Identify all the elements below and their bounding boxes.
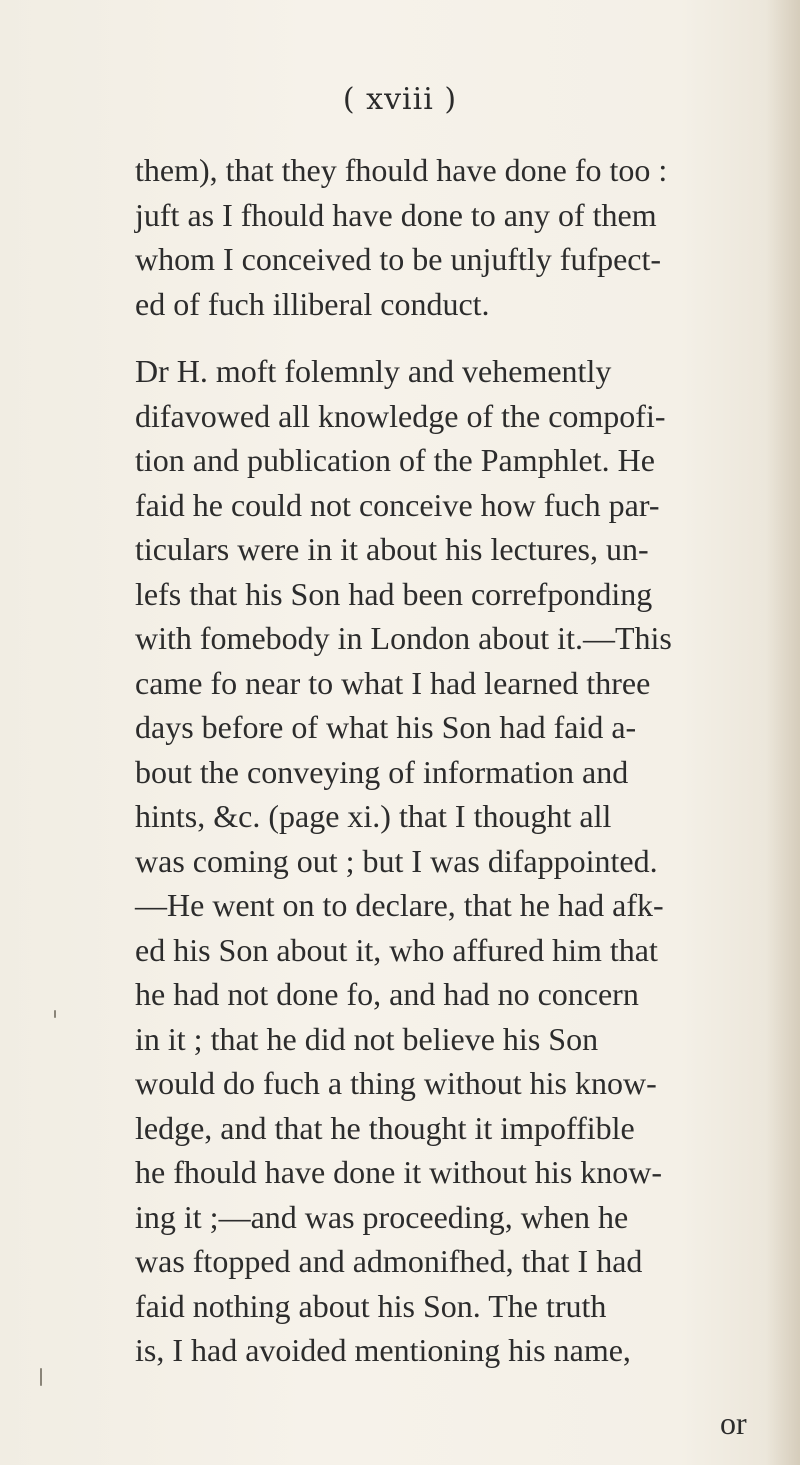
text-line: ticulars were in it about his lectures, un- bbox=[135, 531, 649, 567]
margin-mark bbox=[40, 1368, 42, 1386]
text-line: ed his Son about it, who affured him that bbox=[135, 931, 658, 968]
text-line: whom I conceived to be unjuftly fufpect- bbox=[135, 241, 662, 277]
text-line: was coming out ; but I was difappointed. bbox=[135, 842, 658, 879]
text-line: days before of what his Son had faid a- bbox=[135, 709, 637, 745]
text-line: with fomebody in London about it.—This bbox=[135, 620, 672, 656]
text-line: hints, &c. (page xi.) that I thought all bbox=[135, 798, 612, 834]
text-line: would do fuch a thing without his know- bbox=[135, 1065, 657, 1101]
text-line: was ftopped and admonifhed, that I had bbox=[135, 1243, 643, 1279]
text-line: —He went on to declare, that he had afk- bbox=[135, 887, 664, 923]
text-line: tion and publication of the Pamphlet. He bbox=[135, 442, 655, 478]
text-line: lefs that his Son had been correfponding bbox=[135, 575, 653, 612]
text-line: ledge, and that he thought it impoffible bbox=[135, 1109, 635, 1146]
text-line: came fo near to what I had learned three bbox=[135, 664, 651, 701]
text-line: bout the conveying of information and bbox=[135, 753, 629, 790]
text-line: Dr H. moft folemnly and vehemently bbox=[135, 353, 612, 389]
text-line: he had not done fo, and had no concern bbox=[135, 976, 639, 1012]
paragraph-2 bbox=[135, 349, 775, 1373]
text-line: them), that they fhould have done fo too : bbox=[135, 152, 668, 188]
text-line: he fhould have done it without his know- bbox=[135, 1154, 663, 1190]
text-line: ed of fuch illiberal conduct. bbox=[135, 285, 490, 322]
text-line: ing it ;—and was proceeding, when he bbox=[135, 1198, 629, 1235]
text-line: faid nothing about his Son. The truth bbox=[135, 1287, 607, 1324]
text-line: juft as I fhould have done to any of them bbox=[135, 196, 657, 233]
paragraph-1 bbox=[135, 148, 775, 326]
page-number-header: ( xviii ) bbox=[342, 82, 458, 117]
catchword: or bbox=[720, 1405, 747, 1441]
margin-mark bbox=[54, 1010, 56, 1018]
text-line: difavowed all knowledge of the compofi- bbox=[135, 397, 666, 434]
text-line: is, I had avoided mentioning his name, bbox=[135, 1332, 631, 1368]
text-line: in it ; that he did not believe his Son bbox=[135, 1020, 599, 1057]
text-line: faid he could not conceive how fuch par- bbox=[135, 486, 660, 523]
